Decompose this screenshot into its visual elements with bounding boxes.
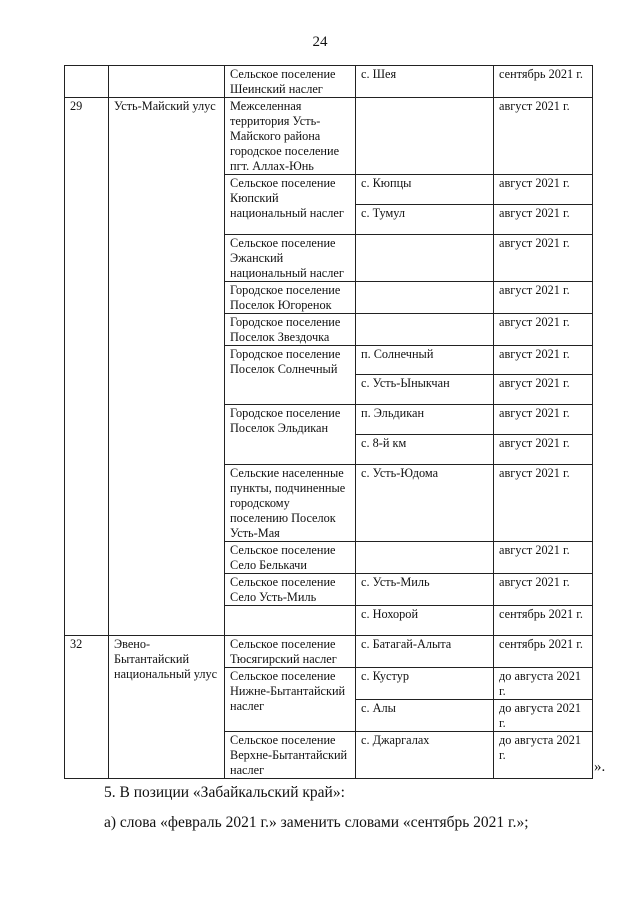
locality-cell: с. Тумул — [356, 205, 494, 235]
row-number-cell: 29 — [65, 98, 109, 636]
settlement-cell: Городское поселение Поселок Югоренок — [225, 282, 356, 314]
date-cell: август 2021 г. — [494, 98, 593, 175]
settlement-cell: Сельское поселение Верхне-Бытантайский наслег — [225, 732, 356, 779]
settlement-cell: Городское поселение Поселок Звездочка — [225, 314, 356, 346]
date-cell: август 2021 г. — [494, 205, 593, 235]
settlement-cell: Сельское поселение Кюпский национальный наслег — [225, 175, 356, 235]
date-cell: август 2021 г. — [494, 375, 593, 405]
settlement-cell: Сельское поселение Тюсягирский наслег — [225, 636, 356, 668]
settlement-cell: Сельское поселение Село Усть-Миль — [225, 574, 356, 606]
locality-cell — [356, 235, 494, 282]
locality-cell — [356, 282, 494, 314]
date-cell: август 2021 г. — [494, 465, 593, 542]
date-cell: сентябрь 2021 г. — [494, 606, 593, 636]
table-row — [65, 636, 593, 668]
locality-cell: с. Усть-Миль — [356, 574, 494, 606]
locality-cell: с. Джаргалах — [356, 732, 494, 779]
settlement-cell: Сельские населенные пункты, подчиненные городскому поселению Поселок Усть-Мая — [225, 465, 356, 542]
settlement-cell: Городское поселение Поселок Эльдикан — [225, 405, 356, 465]
date-cell: август 2021 г. — [494, 175, 593, 205]
date-cell: сентябрь 2021 г. — [494, 66, 593, 98]
paragraph-item-5: 5. В позиции «Забайкальский край»: — [104, 784, 345, 801]
table-row — [65, 66, 593, 98]
settlement-cell: Сельское поселение Нижне-Бытантайский наслег — [225, 668, 356, 732]
locality-cell: п. Эльдикан — [356, 405, 494, 435]
row-number-cell — [65, 66, 109, 98]
region-cell: Эвено-Бытантайский национальный улус — [109, 636, 225, 779]
date-cell: август 2021 г. — [494, 405, 593, 435]
locality-cell: с. Усть-Юдома — [356, 465, 494, 542]
settlement-cell — [225, 606, 356, 636]
table-row — [65, 98, 593, 175]
locality-cell — [356, 98, 494, 175]
closing-quote: ». — [594, 759, 606, 775]
row-number-cell: 32 — [65, 636, 109, 779]
date-cell: сентябрь 2021 г. — [494, 636, 593, 668]
settlement-cell: Межселенная территория Усть-Майского района городское поселение пгт. Аллах-Юнь — [225, 98, 356, 175]
page-number: 24 — [312, 34, 328, 50]
settlement-cell: Городское поселение Поселок Солнечный — [225, 346, 356, 405]
date-cell: август 2021 г. — [494, 346, 593, 375]
settlements-table — [64, 65, 593, 779]
locality-cell: с. 8-й км — [356, 435, 494, 465]
locality-cell: с. Алы — [356, 700, 494, 732]
locality-cell — [356, 542, 494, 574]
locality-cell — [356, 314, 494, 346]
locality-cell: п. Солнечный — [356, 346, 494, 375]
date-cell: до августа 2021 г. — [494, 668, 593, 700]
date-cell: август 2021 г. — [494, 542, 593, 574]
locality-cell: с. Кустур — [356, 668, 494, 700]
locality-cell: с. Нохорой — [356, 606, 494, 636]
locality-cell: с. Батагай-Алыта — [356, 636, 494, 668]
date-cell: август 2021 г. — [494, 574, 593, 606]
paragraph-subitem-a: а) слова «февраль 2021 г.» заменить словами «сентябрь 2021 г.»; — [104, 814, 529, 831]
date-cell: до августа 2021 г. — [494, 700, 593, 732]
locality-cell: с. Усть-Ыныкчан — [356, 375, 494, 405]
date-cell: август 2021 г. — [494, 235, 593, 282]
date-cell: до августа 2021 г. — [494, 732, 593, 779]
settlement-cell: Сельское поселение Село Белькачи — [225, 542, 356, 574]
settlement-cell: Сельское поселение Шеинский наслег — [225, 66, 356, 98]
settlement-cell: Сельское поселение Эжанский национальный наслег — [225, 235, 356, 282]
region-cell — [109, 66, 225, 98]
locality-cell: с. Кюпцы — [356, 175, 494, 205]
date-cell: август 2021 г. — [494, 314, 593, 346]
locality-cell: с. Шея — [356, 66, 494, 98]
date-cell: август 2021 г. — [494, 435, 593, 465]
date-cell: август 2021 г. — [494, 282, 593, 314]
region-cell: Усть-Майский улус — [109, 98, 225, 636]
